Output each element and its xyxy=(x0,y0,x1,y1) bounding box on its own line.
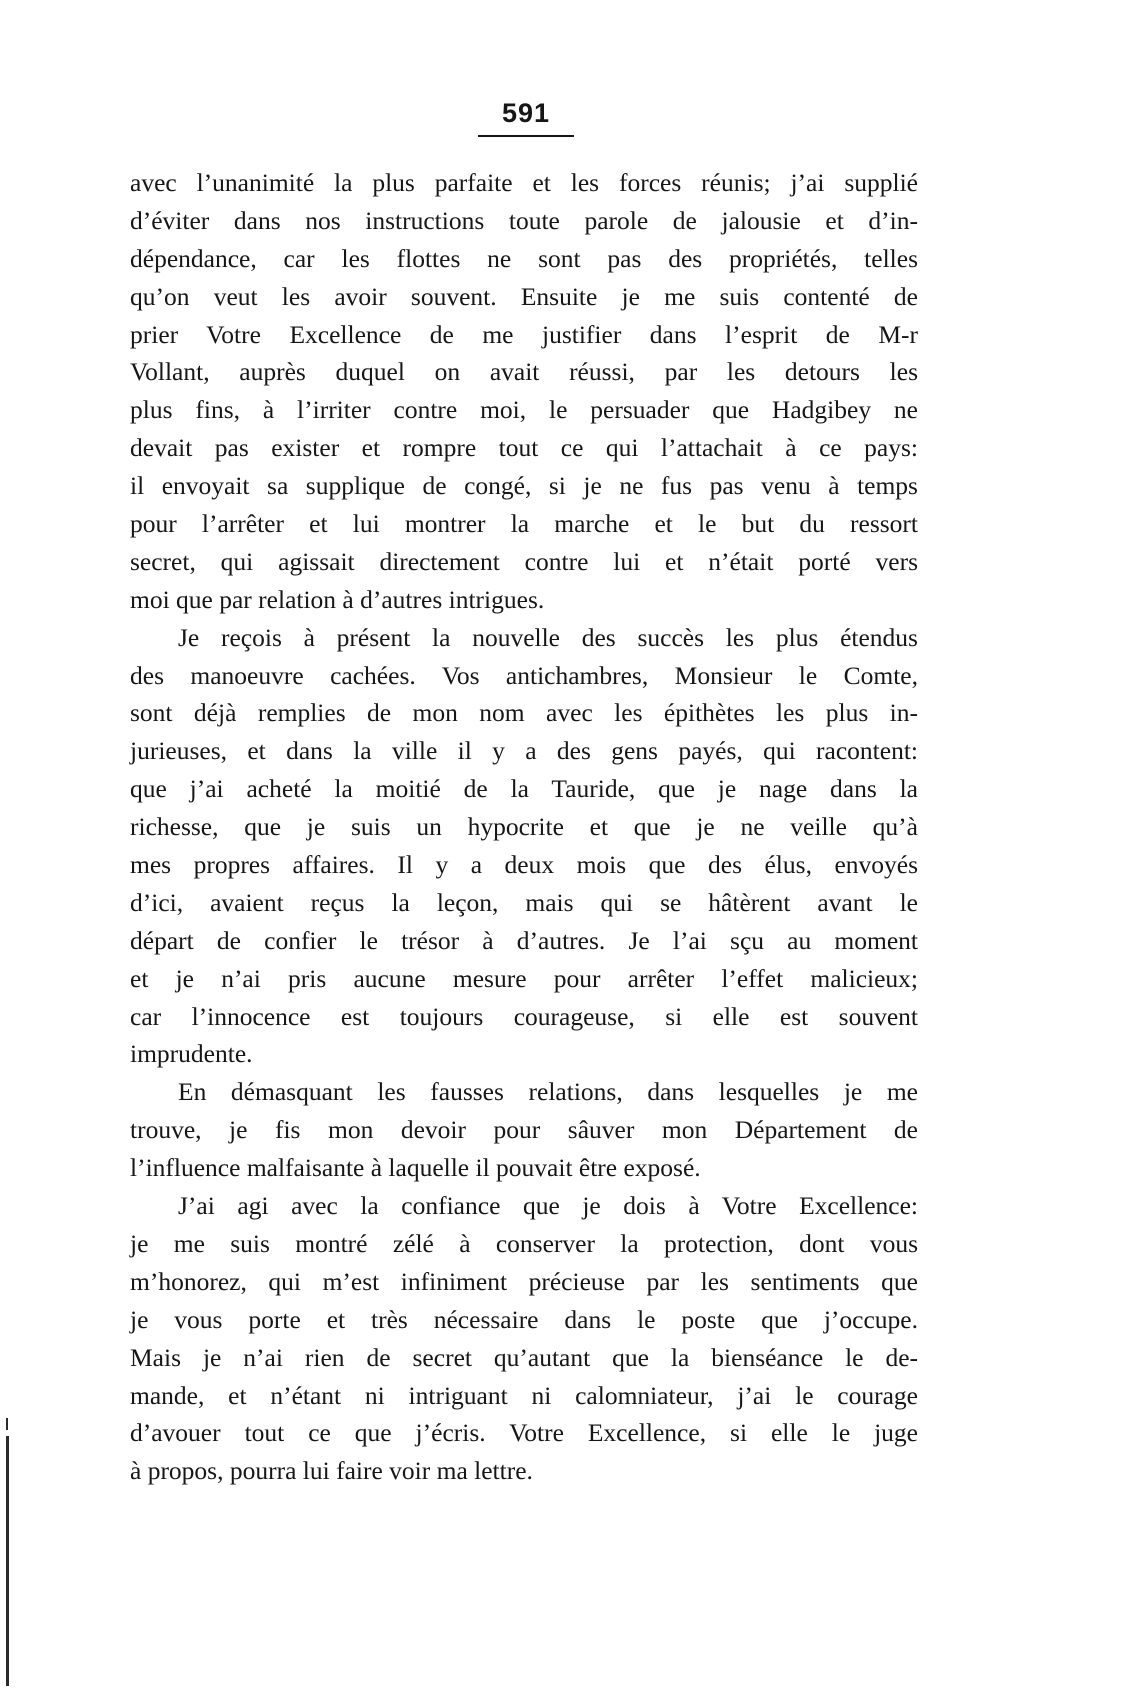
text-line: secret, qui agissait directement contre lui et n’était porté vers xyxy=(130,546,918,576)
text-line: richesse, que je suis un hypocrite et que je ne veille qu’à xyxy=(130,812,918,842)
text-line: d’ici, avaient reçus la leçon, mais qui se hâtèrent avant le xyxy=(130,887,918,917)
margin-mark xyxy=(6,1418,8,1430)
text-line: dépendance, car les flottes ne sont pas des propriétés, telles xyxy=(130,243,918,273)
text-line: plus fins, à l’irriter contre moi, le persuader que Hadgibey ne xyxy=(130,395,918,425)
text-line: je me suis montré zélé à conserver la protection, dont vous xyxy=(130,1228,918,1258)
text-line: que j’ai acheté la moitié de la Tauride, que je nage dans la xyxy=(130,774,918,804)
text-line: mande, et n’étant ni intriguant ni calomniateur, j’ai le courage xyxy=(130,1380,918,1410)
text-line: car l’innocence est toujours courageuse, si elle est souvent xyxy=(130,1001,918,1031)
text-line: moi que par relation à d’autres intrigues. xyxy=(130,584,545,614)
text-line: jurieuses, et dans la ville il y a des gens payés, qui racontent: xyxy=(130,736,918,766)
text-line: devait pas exister et rompre tout ce qui l’attachait à ce pays: xyxy=(130,433,918,463)
text-line: il envoyait sa supplique de congé, si je ne fus pas venu à temps xyxy=(130,471,918,501)
text-line: d’avouer tout ce que j’écris. Votre Excellence, si elle le juge xyxy=(130,1418,918,1448)
text-line: à propos, pourra lui faire voir ma lettre. xyxy=(130,1456,533,1486)
text-line: En démasquant les fausses relations, dans lesquelles je me xyxy=(178,1077,918,1107)
text-line: trouve, je fis mon devoir pour sâuver mon Département de xyxy=(130,1115,918,1145)
text-line: m’honorez, qui m’est infiniment précieuse par les sentiments que xyxy=(130,1266,918,1296)
text-line: départ de confier le trésor à d’autres. Je l’ai sçu au moment xyxy=(130,925,918,955)
text-line: J’ai agi avec la confiance que je dois à Votre Excellence: xyxy=(178,1191,918,1221)
text-line: sont déjà remplies de mon nom avec les épithètes les plus in- xyxy=(130,698,918,728)
page-number: 591 xyxy=(478,98,574,137)
text-line: et je n’ai pris aucune mesure pour arrêter l’effet malicieux; xyxy=(130,963,918,993)
text-line: je vous porte et très nécessaire dans le poste que j’occupe. xyxy=(130,1304,918,1334)
text-line: mes propres affaires. Il y a deux mois que des élus, envoyés xyxy=(130,850,918,880)
margin-rule xyxy=(6,1436,9,1686)
text-line: imprudente. xyxy=(130,1039,253,1069)
text-line: Je reçois à présent la nouvelle des succès les plus étendus xyxy=(178,622,918,652)
text-line: avec l’unanimité la plus parfaite et les forces réunis; j’ai supplié xyxy=(130,168,918,197)
text-line: d’éviter dans nos instructions toute parole de jalousie et d’in- xyxy=(130,205,918,235)
text-line: des manoeuvre cachées. Vos antichambres, Monsieur le Comte, xyxy=(130,660,918,690)
body-text xyxy=(130,164,918,1490)
text-line: Vollant, auprès duquel on avait réussi, par les detours les xyxy=(130,357,918,387)
text-line: prier Votre Excellence de me justifier dans l’esprit de M-r xyxy=(130,319,918,349)
text-line: Mais je n’ai rien de secret qu’autant que la bienséance le de- xyxy=(130,1342,918,1372)
text-line: qu’on veut les avoir souvent. Ensuite je me suis contenté de xyxy=(130,281,918,311)
text-line: pour l’arrêter et lui montrer la marche et le but du ressort xyxy=(130,509,918,539)
text-line: l’influence malfaisante à laquelle il pouvait être exposé. xyxy=(130,1153,701,1183)
